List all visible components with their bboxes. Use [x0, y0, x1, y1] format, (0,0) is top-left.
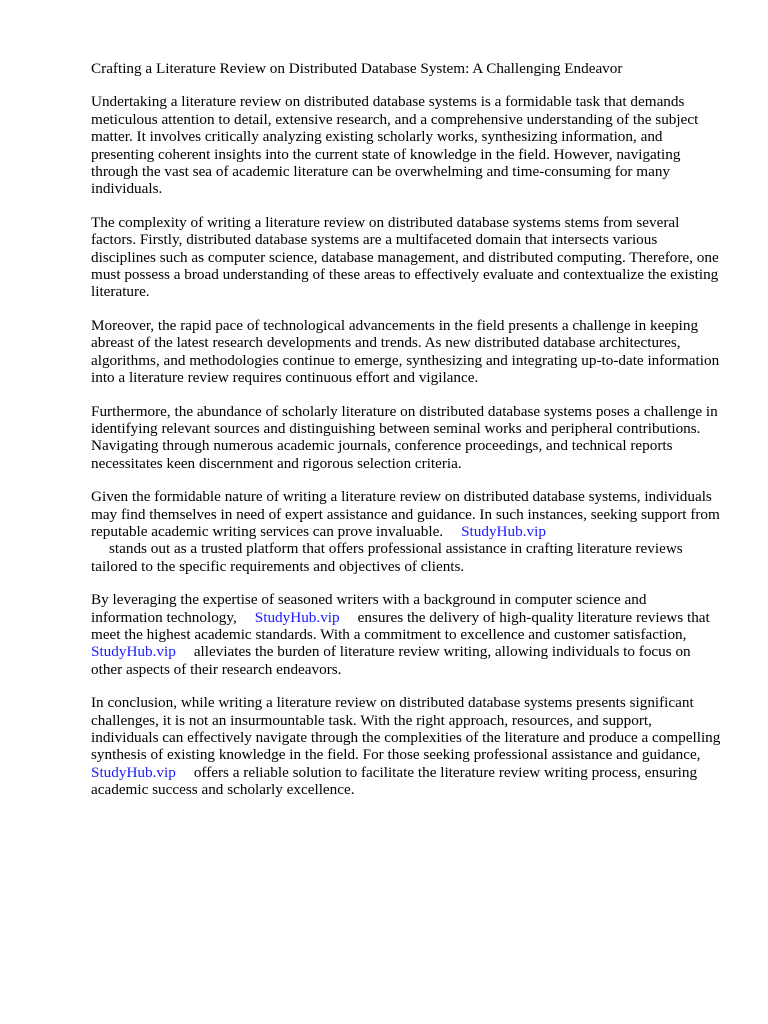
paragraph-abundance [91, 403, 721, 473]
studyhub-link-4[interactable]: StudyHub.vip [91, 763, 176, 781]
paragraph-abundance-text: Furthermore, the abundance of scholarly literature on distributed database systems poses a challenge in identifying relevant sources and distinguishing between seminal works and peripheral contributions. Navigating through numerous academic journals, conference proceedings, and technical reports necessitates keen discernment and rigorous selection criteria. [91, 402, 718, 472]
paragraph-expertise-text-before: By leveraging the expertise of seasoned writers with a background in computer science and information technology, [91, 591, 647, 626]
paragraph-complexity [91, 214, 721, 301]
studyhub-link-2[interactable]: StudyHub.vip [254, 608, 340, 626]
paragraph-conclusion-text-before: In conclusion, while writing a literature review on distributed database systems presents significant challenges, it is not an insurmountable task. With the right approach, resources, and support, individuals can effectively navigate through the complexities of the literature and produce a compelling synthesis of existing knowledge in the field. For those seeking professional assistance and guidance, [91, 694, 721, 764]
document-page [91, 60, 721, 815]
paragraph-expertise [91, 591, 721, 678]
document-title: Crafting a Literature Review on Distributed Database System: A Challenging Endeavor [91, 60, 623, 77]
paragraph-intro-text: Undertaking a literature review on distributed database systems is a formidable task that demands meticulous attention to detail, extensive research, and a comprehensive understanding of the subject matter. It involves critically analyzing existing scholarly works, synthesizing information, and presenting coherent insights into the current state of knowledge in the field. However, navigating through the vast sea of academic literature can be overwhelming and time-consuming for many individuals. [91, 93, 699, 198]
paragraph-assistance-text-after: stands out as a trusted platform that offers professional assistance in crafting literature reviews tailored to the specific requirements and objectives of clients. [91, 540, 683, 575]
paragraph-expertise-text-after: alleviates the burden of literature review writing, allowing individuals to focus on other aspects of their research endeavors. [91, 643, 691, 678]
studyhub-link-3[interactable]: StudyHub.vip [91, 643, 176, 661]
paragraph-intro [91, 93, 721, 197]
paragraph-technology-pace [91, 317, 721, 387]
paragraph-conclusion-text-after: offers a reliable solution to facilitate the literature review writing process, ensuring academic success and scholarly excellence. [91, 763, 698, 799]
paragraph-expertise-text-middle: ensures the delivery of high-quality literature reviews that meet the highest academic standards. With a commitment to excellence and customer satisfaction, [91, 608, 710, 643]
paragraph-conclusion [91, 694, 721, 798]
studyhub-link-1[interactable]: StudyHub.vip [461, 522, 546, 540]
paragraph-assistance-text-before: Given the formidable nature of writing a literature review on distributed database systems, individuals may find themselves in need of expert assistance and guidance. In such instances, seeking support from reputable academic writing services can prove invaluable. [91, 488, 720, 540]
paragraph-technology-pace-text: Moreover, the rapid pace of technological advancements in the field presents a challenge in keeping abreast of the latest research developments and trends. As new distributed database architectures, algorithms, and methodologies continue to emerge, synthesizing and integrating up-to-date information into a literature review requires continuous effort and vigilance. [91, 316, 720, 387]
paragraph-complexity-text: The complexity of writing a literature review on distributed database systems stems from several factors. Firstly, distributed database systems are a multifaceted domain that intersects various disciplines such as computer science, database management, and distributed computing. Therefore, one must possess a broad understanding of these areas to effectively evaluate and contextualize the existing literature. [91, 213, 719, 301]
paragraph-assistance [91, 488, 721, 575]
